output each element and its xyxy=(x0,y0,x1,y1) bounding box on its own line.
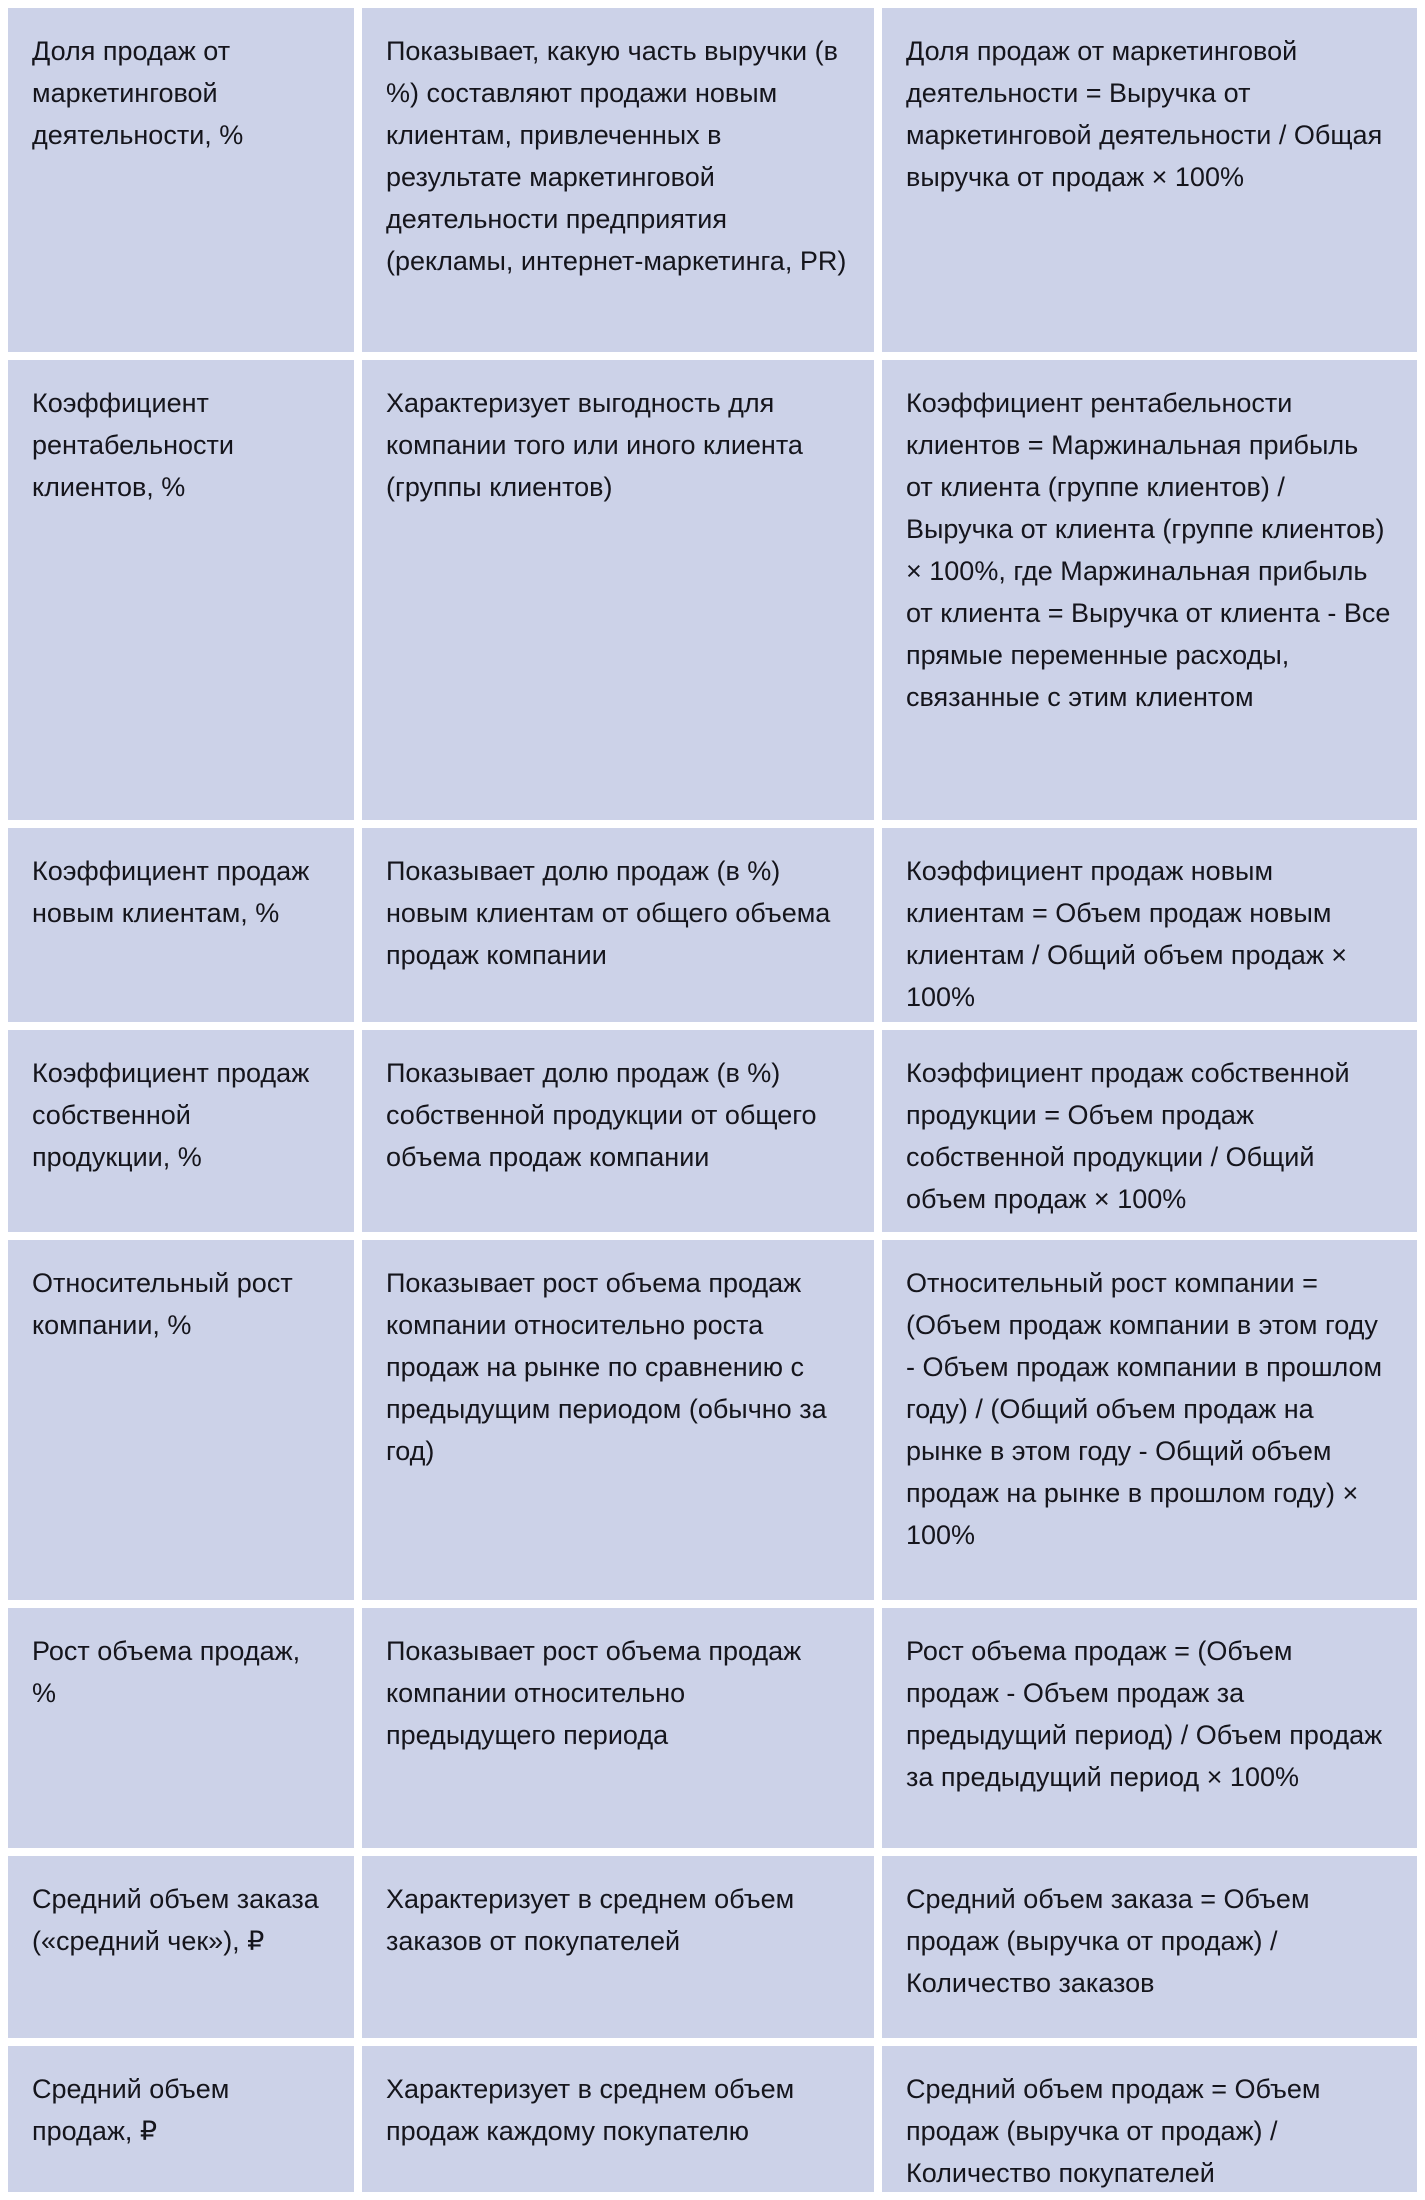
table-cell-indicator: Коэффициент продаж новым клиентам, % xyxy=(8,828,354,1022)
table-cell-indicator: Относительный рост компании, % xyxy=(8,1240,354,1600)
table-cell-formula: Коэффициент продаж собственной продукции = Объем продаж собственной продукции / Общий объем продаж × 100% xyxy=(882,1030,1417,1232)
table-cell-description: Показывает, какую часть выручки (в %) составляют продажи новым клиентам, привлеченных в результате маркетинговой деятельности предприятия (рекламы, интернет-маркетинга, PR) xyxy=(362,8,874,352)
table-cell-formula: Рост объема продаж = (Объем продаж - Объем продаж за предыдущий период) / Объем продаж за предыдущий период × 100% xyxy=(882,1608,1417,1848)
table-cell-formula: Относительный рост компании = (Объем продаж компании в этом году - Объем продаж компании в прошлом году) / (Общий объем продаж на рынке в этом году - Общий объем продаж на рынке в прошлом году) × 100% xyxy=(882,1240,1417,1600)
table-cell-description: Показывает долю продаж (в %) новым клиентам от общего объема продаж компании xyxy=(362,828,874,1022)
table-cell-description: Показывает рост объема продаж компании относительно предыдущего периода xyxy=(362,1608,874,1848)
table-cell-indicator: Рост объема продаж, % xyxy=(8,1608,354,1848)
table-cell-description: Характеризует выгодность для компании того или иного клиента (группы клиентов) xyxy=(362,360,874,820)
table-cell-formula: Коэффициент продаж новым клиентам = Объем продаж новым клиентам / Общий объем продаж × 100% xyxy=(882,828,1417,1022)
kpi-table xyxy=(8,8,1417,2192)
table-cell-formula: Коэффициент рентабельности клиентов = Маржинальная прибыль от клиента (группе клиентов) / Выручка от клиента (группе клиентов) × 100%, где Маржинальная прибыль от клиента = Выручка от клиента - Все прямые переменные расходы, связанные с этим клиентом xyxy=(882,360,1417,820)
table-cell-indicator: Коэффициент рентабельности клиентов, % xyxy=(8,360,354,820)
table-cell-formula: Средний объем продаж = Объем продаж (выручка от продаж) / Количество покупателей xyxy=(882,2046,1417,2192)
table-cell-description: Показывает рост объема продаж компании относительно роста продаж на рынке по сравнению с предыдущим периодом (обычно за год) xyxy=(362,1240,874,1600)
table-cell-indicator: Средний объем продаж, ₽ xyxy=(8,2046,354,2192)
table-cell-indicator: Доля продаж от маркетинговой деятельности, % xyxy=(8,8,354,352)
table-cell-description: Характеризует в среднем объем заказов от покупателей xyxy=(362,1856,874,2038)
table-cell-description: Характеризует в среднем объем продаж каждому покупателю xyxy=(362,2046,874,2192)
table-cell-description: Показывает долю продаж (в %) собственной продукции от общего объема продаж компании xyxy=(362,1030,874,1232)
table-cell-formula: Средний объем заказа = Объем продаж (выручка от продаж) / Количество заказов xyxy=(882,1856,1417,2038)
table-cell-indicator: Коэффициент продаж собственной продукции, % xyxy=(8,1030,354,1232)
table-cell-formula: Доля продаж от маркетинговой деятельности = Выручка от маркетинговой деятельности / Общая выручка от продаж × 100% xyxy=(882,8,1417,352)
table-cell-indicator: Средний объем заказа («средний чек»), ₽ xyxy=(8,1856,354,2038)
